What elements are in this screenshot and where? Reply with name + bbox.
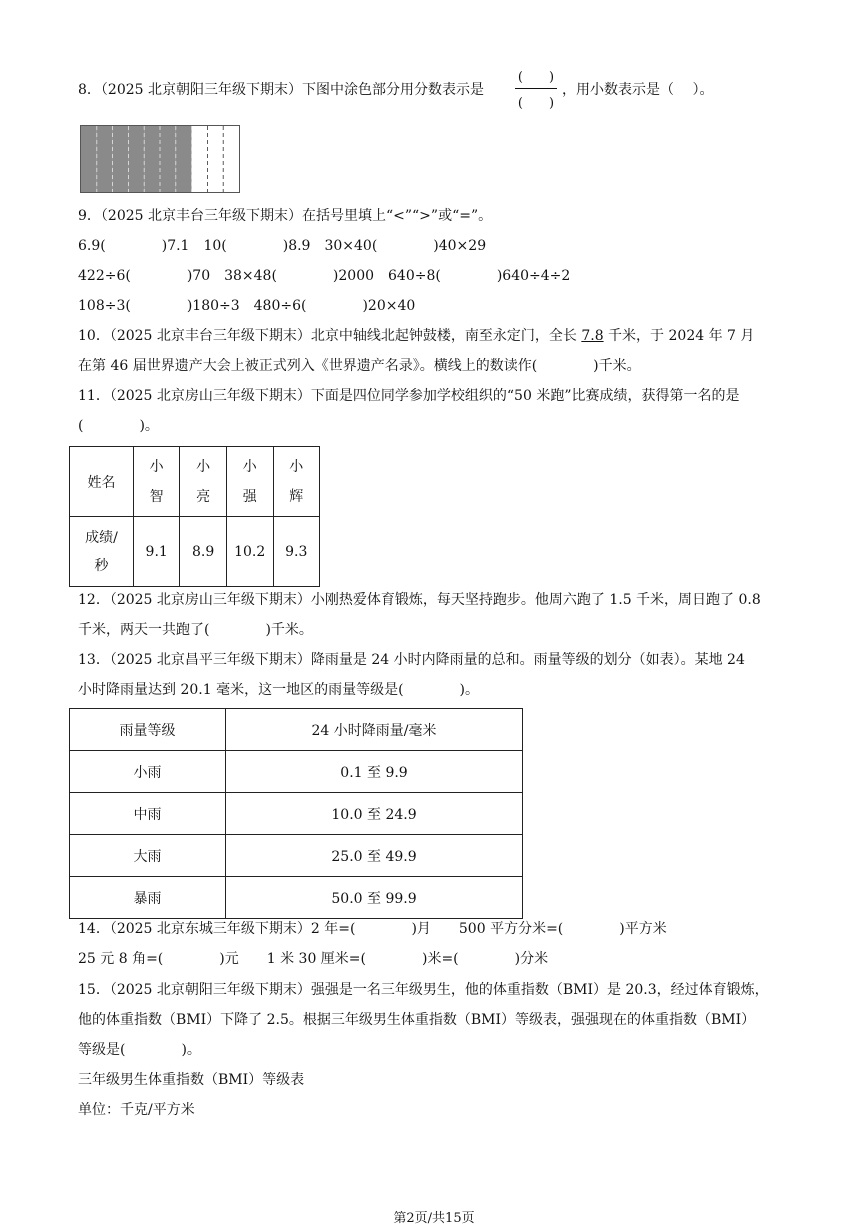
q8-fraction-blank[interactable] (512, 66, 560, 112)
q11-name-cell: 小 智 (133, 447, 179, 517)
q10-text-b: 千米，于 2024 年 7 月 (603, 328, 755, 344)
q13-range-cell: 0.1 至 9.9 (226, 751, 523, 793)
q13-range-cell: 50.0 至 99.9 (226, 877, 523, 919)
shaded-strip (81, 126, 97, 192)
q12-line-2: 千米，两天一共跑了( )千米。 (78, 622, 313, 638)
q11-score-cell: 8.9 (180, 517, 226, 587)
q8-fraction-bar (515, 88, 557, 89)
q13-range-cell: 10.0 至 24.9 (226, 793, 523, 835)
blank-strip (192, 126, 208, 192)
q8-fraction-numerator: ( ) (517, 70, 555, 85)
blank-strip (207, 126, 223, 192)
q11-header-name: 姓名 (70, 447, 134, 517)
shaded-strip (176, 126, 192, 192)
q10-line-1 (78, 326, 754, 346)
q8-text: 8．（2025 北京朝阳三年级下期末）下图中涂色部分用分数表示是 (78, 82, 484, 98)
q13-line-2: 小时降雨量达到 20.1 毫米，这一地区的雨量等级是( )。 (78, 682, 479, 698)
q10-line-2: 在第 46 届世界遗产大会上被正式列入《世界遗产名录》。横线上的数读作( )千米。 (78, 358, 641, 374)
q14-line-1: 14．（2025 北京东城三年级下期末）2 年=( )月 500 平方分米=( )平方米 (78, 921, 667, 937)
shaded-strip (160, 126, 176, 192)
q8-strip-figure (80, 125, 240, 193)
shaded-strip (144, 126, 160, 192)
q13-header-grade: 雨量等级 (70, 709, 226, 751)
q11-name-cell: 小 强 (226, 447, 273, 517)
q13-range-cell: 25.0 至 49.9 (226, 835, 523, 877)
q10-text-a: 10．（2025 北京丰台三年级下期末）北京中轴线北起钟鼓楼，南至永定门，全长 (78, 328, 582, 344)
q13-grade-cell: 中雨 (70, 793, 226, 835)
q13-line-1: 13．（2025 北京昌平三年级下期末）降雨量是 24 小时内降雨量的总和。雨量等级的划分（如表）。某地 24 (78, 652, 745, 668)
shaded-strip (97, 126, 113, 192)
q10-underlined-number: 7.8 (581, 328, 604, 344)
q11-score-cell: 9.1 (133, 517, 179, 587)
q14-line-2: 25 元 8 角=( )元 1 米 30 厘米=( )米=( )分米 (78, 951, 549, 967)
table-row (70, 835, 523, 877)
table-row (70, 709, 523, 751)
table-row (70, 517, 320, 587)
q8-strip-svg (81, 126, 239, 192)
q13-grade-cell: 暴雨 (70, 877, 226, 919)
shaded-strip (113, 126, 129, 192)
table-row (70, 877, 523, 919)
q13-rain-table (69, 708, 523, 919)
q8-stem (78, 80, 484, 100)
q11-line-1: 11．（2025 北京房山三年级下期末）下面是四位同学参加学校组织的“50 米跑”比赛成绩，获得第一名的是 (78, 388, 740, 404)
q9-line-1: 6.9( )7.1 10( )8.9 30×40( )40×29 (78, 238, 487, 254)
table-row (70, 793, 523, 835)
page-number: 第2页/共15页 (393, 1211, 475, 1226)
q15-line-2: 他的体重指数（BMI）下降了 2.5。根据三年级男生体重指数（BMI）等级表，强强现在的体重指数（BMI） (78, 1012, 756, 1028)
q15-unit: 单位：千克/平方米 (78, 1102, 195, 1118)
q11-row-label: 成绩/ 秒 (70, 517, 134, 587)
q9-line-2: 422÷6( )70 38×48( )2000 640÷8( )640÷4÷2 (78, 268, 571, 284)
q15-table-title: 三年级男生体重指数（BMI）等级表 (78, 1072, 305, 1088)
q11-score-cell: 9.3 (273, 517, 319, 587)
blank-strip (223, 126, 239, 192)
q11-score-cell: 10.2 (226, 517, 273, 587)
q13-header-amount: 24 小时降雨量/毫米 (226, 709, 523, 751)
shaded-strip (128, 126, 144, 192)
table-row (70, 447, 320, 517)
q13-grade-cell: 小雨 (70, 751, 226, 793)
q11-line-2: ( )。 (78, 418, 159, 434)
q11-name-cell: 小 辉 (273, 447, 319, 517)
q9-line-3: 108÷3( )180÷3 480÷6( )20×40 (78, 298, 416, 314)
q15-line-1: 15．（2025 北京朝阳三年级下期末）强强是一名三年级男生，他的体重指数（BMI）是 20.3，经过体育锻炼， (78, 982, 769, 998)
q9-title: 9．（2025 北京丰台三年级下期末）在括号里填上“<”“>”或“=”。 (78, 208, 493, 224)
q11-score-table (69, 446, 320, 587)
q12-line-1: 12．（2025 北京房山三年级下期末）小刚热爱体育锻炼，每天坚持跑步。他周六跑了 1.5 千米，周日跑了 0.8 (78, 592, 761, 608)
q8-fraction-denominator: ( ) (517, 96, 555, 111)
q11-name-cell: 小 亮 (180, 447, 226, 517)
q8-tail: ，用小数表示是（ ）。 (562, 82, 714, 98)
table-row (70, 751, 523, 793)
q15-line-3: 等级是( )。 (78, 1042, 201, 1058)
q13-grade-cell: 大雨 (70, 835, 226, 877)
